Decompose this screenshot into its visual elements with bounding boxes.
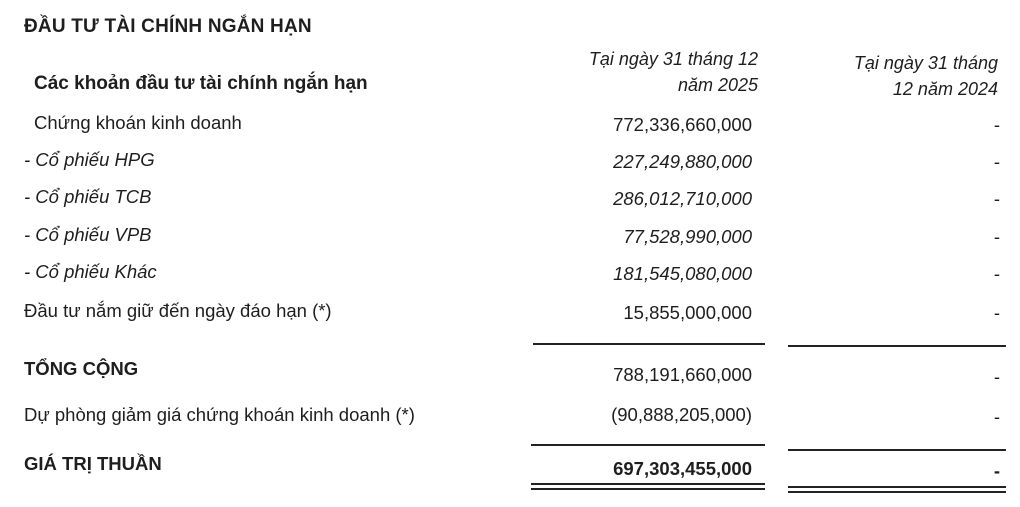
row-value-2024-other: - (993, 263, 1000, 284)
row-label-tcb: - Cổ phiếu TCB (24, 186, 152, 207)
column-header-2024-line2: 12 năm 2024 (892, 79, 998, 99)
provision-value-2025: (90,888,205,000) (611, 404, 752, 425)
row-label-hpg: - Cổ phiếu HPG (24, 149, 155, 170)
row-value-2025-tcb: 286,012,710,000 (613, 188, 752, 209)
row-value-2024-vpb: - (993, 226, 1000, 247)
row-value-2025-trading-securities: 772,336,660,000 (613, 114, 752, 135)
column-header-2025-line2: năm 2025 (677, 75, 758, 95)
row-label-other: - Cổ phiếu Khác (24, 261, 157, 282)
row-value-2025-held-to-maturity: 15,855,000,000 (623, 302, 752, 323)
column-header-2024-line1: Tại ngày 31 tháng (853, 53, 998, 73)
row-label-trading-securities: Chứng khoán kinh doanh (34, 112, 242, 133)
total-label: TỔNG CỘNG (24, 358, 139, 379)
provision-value-2024: - (993, 406, 1000, 427)
column-header-2025-line1: Tại ngày 31 tháng 12 (588, 49, 758, 69)
row-value-2025-vpb: 77,528,990,000 (623, 226, 752, 247)
net-double-rule-2025 (531, 483, 765, 490)
net-double-rule-2024 (788, 486, 1006, 493)
provision-label: Dự phòng giảm giá chứng khoán kinh doanh (*) (24, 404, 415, 425)
column-header-2024 (854, 50, 998, 102)
section-title: ĐẦU TƯ TÀI CHÍNH NGẮN HẠN (24, 16, 312, 37)
net-rule-2025 (531, 444, 765, 446)
subtotal-rule-2025 (533, 343, 765, 345)
net-value-2024: - (993, 460, 1000, 481)
row-value-2024-trading-securities: - (993, 114, 1000, 135)
row-value-2024-tcb: - (993, 188, 1000, 209)
row-label-vpb: - Cổ phiếu VPB (24, 224, 152, 245)
row-value-2024-hpg: - (993, 151, 1000, 172)
total-value-2025: 788,191,660,000 (613, 364, 752, 385)
subtotal-rule-2024 (788, 345, 1006, 347)
row-label-held-to-maturity: Đầu tư nắm giữ đến ngày đáo hạn (*) (24, 300, 332, 321)
row-value-2025-other: 181,545,080,000 (613, 263, 752, 284)
net-rule-2024 (788, 449, 1006, 451)
row-value-2024-held-to-maturity: - (993, 302, 1000, 323)
net-value-label: GIÁ TRỊ THUẦN (24, 453, 162, 474)
net-value-2025: 697,303,455,000 (613, 458, 752, 479)
column-header-2025 (589, 46, 758, 98)
row-value-2025-hpg: 227,249,880,000 (613, 151, 752, 172)
total-value-2024: - (993, 366, 1000, 387)
subheading: Các khoản đầu tư tài chính ngắn hạn (34, 73, 368, 94)
